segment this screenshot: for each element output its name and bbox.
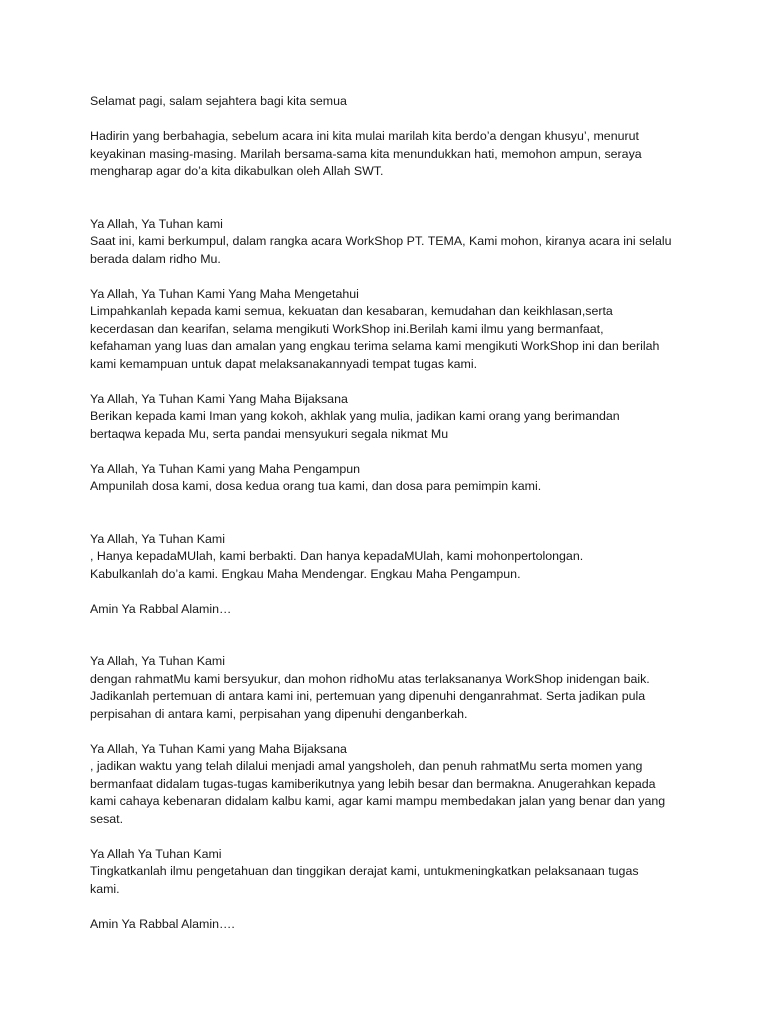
paragraph-heading: Ya Allah, Ya Tuhan Kami: [90, 654, 226, 668]
text-line: Kabulkanlah do’a kami. Engkau Maha Mendengar. Engkau Maha Pengampun.: [90, 566, 521, 581]
text-line: dengan rahmatMu kami bersyukur, dan mohon ridhoMu atas terlaksananya WorkShop inidengan baik.: [90, 671, 650, 686]
text-line: bertaqwa kepada Mu, serta pandai mensyukuri segala nikmat Mu: [90, 426, 449, 441]
text-line: mengharap agar do’a kita dikabulkan oleh Allah SWT.: [90, 164, 384, 178]
spacer: [90, 111, 690, 129]
text-line: berada dalam ridho Mu.: [90, 251, 221, 266]
greeting: Selamat pagi, salam sejahtera bagi kita semua: [90, 94, 347, 108]
text-line: perpisahan di antara kami, perpisahan yang dipenuhi denganberkah.: [90, 706, 468, 721]
spacer: [90, 181, 690, 216]
text-line: kami cahaya kebenaran didalam kalbu kami, agar kami mampu membedakan jalan yang benar dan yang: [90, 794, 666, 808]
text-line: Jadikanlah pertemuan di antara kami ini, pertemuan yang dipenuhi denganrahmat. Serta jadikan pula: [90, 689, 646, 703]
prayer-paragraph-4: [90, 461, 690, 496]
paragraph-heading: Ya Allah, Ya Tuhan Kami Yang Maha Mengetahui: [90, 286, 359, 301]
text-line: kefahaman yang luas dan amalan yang engkau terima selama kami mengikuti WorkShop ini dan berilah: [90, 339, 660, 353]
prayer-paragraph-1: [90, 216, 690, 269]
paragraph-heading: Ya Allah, Ya Tuhan Kami yang Maha Pengampun: [90, 461, 361, 476]
paragraph-heading: Ya Allah Ya Tuhan Kami: [90, 846, 222, 861]
text-line: , Hanya kepadaMUlah, kami berbakti. Dan hanya kepadaMUlah, kami mohonpertolongan.: [90, 549, 584, 563]
paragraph-heading: Ya Allah, Ya Tuhan kami: [90, 216, 223, 231]
prayer-paragraph-2: [90, 286, 690, 374]
paragraph-heading: Ya Allah, Ya Tuhan Kami: [90, 531, 226, 546]
spacer: [90, 443, 690, 461]
text-line: Ampunilah dosa kami, dosa kedua orang tua kami, dan dosa para pemimpin kami.: [90, 479, 542, 493]
spacer: [90, 618, 690, 653]
text-line: Saat ini, kami berkumpul, dalam rangka acara WorkShop PT. TEMA, Kami mohon, kiranya acara ini selalu: [90, 234, 672, 248]
text-line: bermanfaat didalam tugas-tugas kamiberikutnya yang lebih besar dan bermakna. Anugerahkan kepada: [90, 776, 656, 791]
text-line: Limpahkanlah kepada kami semua, kekuatan dan kesabaran, kemudahan dan keikhlasan,serta: [90, 304, 613, 318]
paragraph-heading: Ya Allah, Ya Tuhan Kami yang Maha Bijaksana: [90, 741, 347, 756]
paragraph-heading: Ya Allah, Ya Tuhan Kami Yang Maha Bijaksana: [90, 391, 348, 406]
intro-paragraph: [90, 128, 690, 181]
prayer-paragraph-6: [90, 653, 690, 723]
text-line: keyakinan masing-masing. Marilah bersama-sama kita menundukkan hati, memohon ampun, seraya: [90, 146, 642, 161]
text-line: , jadikan waktu yang telah dilalui menjadi amal yangsholeh, dan penuh rahmatMu serta momen yang: [90, 759, 643, 773]
spacer: [90, 373, 690, 391]
text-line: kecerdasan dan kearifan, selama mengikuti WorkShop ini.Berilah kami ilmu yang bermanfaat,: [90, 321, 604, 336]
spacer: [90, 268, 690, 286]
text-line: sesat.: [90, 811, 124, 826]
spacer: [90, 828, 690, 846]
spacer: [90, 496, 690, 531]
text-line: Hadirin yang berbahagia, sebelum acara ini kita mulai marilah kita berdo’a dengan khusyu’, menurut: [90, 129, 639, 143]
prayer-paragraph-3: [90, 391, 690, 444]
text-line: Tingkatkanlah ilmu pengetahuan dan tinggikan derajat kami, untukmeningkatkan pelaksanaan tugas: [90, 864, 639, 878]
amin-closing: Amin Ya Rabbal Alamin…: [90, 601, 232, 616]
prayer-paragraph-7: [90, 741, 690, 829]
prayer-paragraph-5: [90, 531, 690, 584]
prayer-paragraph-8: [90, 846, 690, 899]
text-line: Berikan kepada kami Iman yang kokoh, akhlak yang mulia, jadikan kami orang yang berimandan: [90, 409, 620, 423]
spacer: [90, 723, 690, 741]
spacer: [90, 583, 690, 601]
text-line: kami.: [90, 881, 120, 896]
document-page: [90, 93, 690, 933]
text-line: kami kemampuan untuk dapat melaksanakannyadi tempat tugas kami.: [90, 356, 478, 371]
amin-closing: Amin Ya Rabbal Alamin….: [90, 916, 235, 931]
spacer: [90, 898, 690, 916]
